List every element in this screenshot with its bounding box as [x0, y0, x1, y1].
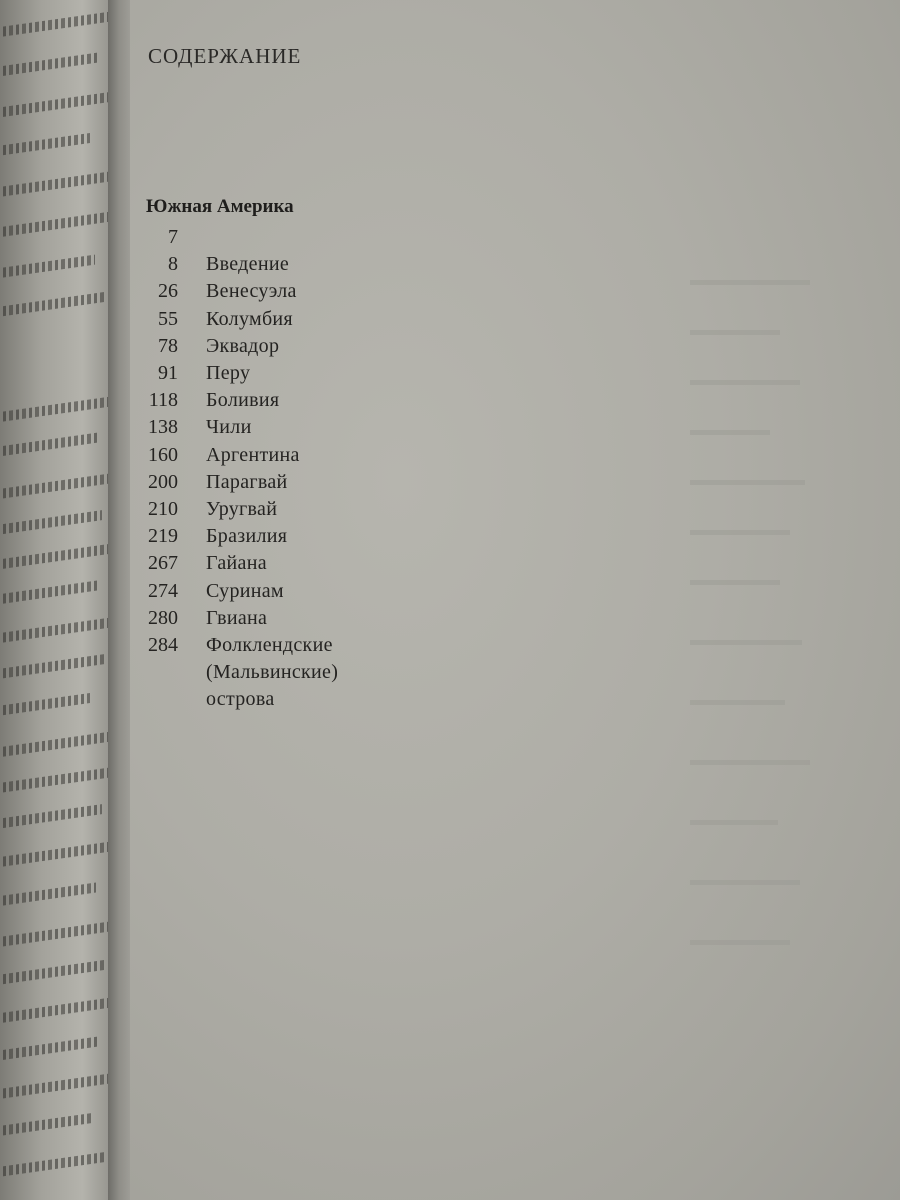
toc-entry-title: Фолклендские (Мальвинские) острова	[206, 634, 339, 711]
toc-entry	[130, 224, 406, 251]
facing-page-text-line	[0, 543, 114, 570]
facing-page-text-line	[0, 618, 110, 645]
toc-page-number: 219	[148, 525, 178, 548]
bleed-through-text	[690, 480, 805, 485]
toc-page-number: 284	[148, 634, 178, 657]
facing-page-text-line	[0, 510, 102, 536]
toc-entry-title: Парагвай	[206, 470, 288, 493]
toc-entry	[130, 278, 406, 305]
facing-page-text-line	[0, 842, 110, 869]
facing-page-text-line	[0, 768, 108, 795]
toc-page-number: 78	[158, 334, 178, 357]
facing-page-text-line	[0, 960, 104, 986]
bleed-through-text	[690, 880, 800, 885]
facing-page-text-line	[0, 255, 95, 280]
facing-page-text-line	[0, 997, 112, 1024]
toc-entry-title: Введение	[206, 253, 290, 276]
facing-page-text-line	[0, 580, 98, 605]
toc-entry-title: Перу	[206, 362, 251, 385]
toc-entry-title: Чили	[206, 416, 252, 439]
toc-entry-title: Уругвай	[206, 498, 278, 521]
facing-page-text-line	[0, 52, 100, 77]
toc-page-number: 7	[168, 226, 178, 248]
toc-page-number: 210	[148, 498, 178, 521]
facing-page-text-line	[0, 474, 108, 501]
toc-page-number: 267	[148, 552, 178, 575]
facing-page-text-line	[0, 1074, 108, 1101]
facing-page-text-line	[0, 397, 110, 424]
facing-page-text-line	[0, 292, 105, 318]
toc-page-number: 274	[148, 579, 178, 602]
toc-entry	[130, 632, 406, 714]
facing-page-text-line	[0, 12, 110, 39]
toc-entry-title: Гвиана	[206, 606, 268, 629]
facing-page-text-line	[0, 432, 100, 457]
page-title: СОДЕРЖАНИЕ	[148, 44, 302, 68]
toc-entry-title: Боливия	[206, 389, 280, 412]
bleed-through-text	[690, 640, 802, 645]
toc-entry	[130, 442, 406, 469]
bleed-through-text	[690, 330, 780, 335]
toc-page-number: 138	[148, 416, 178, 439]
toc-entry	[130, 387, 406, 414]
facing-page-text-line	[0, 804, 102, 830]
toc-entry-title: Аргентина	[206, 443, 300, 466]
facing-page-text-line	[0, 172, 108, 199]
toc-page-number: 280	[148, 606, 178, 629]
toc-entry	[130, 578, 406, 605]
toc-entry-title: Бразилия	[206, 525, 288, 548]
toc-entry	[130, 414, 406, 441]
toc-page-number: 118	[148, 389, 178, 412]
bleed-through-text	[690, 820, 778, 825]
facing-page-text-line	[0, 693, 90, 717]
bleed-through-text	[690, 760, 810, 765]
facing-page-text-line	[0, 883, 96, 908]
facing-page-text-line	[0, 211, 112, 238]
toc-page-number: 55	[158, 307, 178, 330]
toc-entry	[130, 550, 406, 577]
facing-page-text-line	[0, 731, 112, 758]
toc-page-number: 160	[148, 443, 178, 466]
facing-page-text-line	[0, 91, 115, 119]
toc-entry	[130, 523, 406, 550]
toc-entry	[130, 605, 406, 632]
toc-page-number: 200	[148, 470, 178, 493]
toc-entry-title: Суринам	[206, 579, 284, 602]
facing-page-text-line	[0, 654, 106, 680]
toc-entry	[130, 306, 406, 333]
facing-page	[0, 0, 118, 1200]
toc-entry	[130, 496, 406, 523]
facing-page-text-line	[0, 1113, 94, 1138]
toc-entry	[130, 251, 406, 278]
bleed-through-text	[690, 530, 790, 535]
toc-entry-title: Колумбия	[206, 307, 293, 330]
toc-entry	[130, 469, 406, 496]
toc-entry-title: Венесуэла	[206, 280, 297, 303]
bleed-through-text	[690, 940, 790, 945]
bleed-through-text	[690, 380, 800, 385]
bleed-through-text	[690, 430, 770, 435]
bleed-through-text	[690, 580, 780, 585]
facing-page-text-line	[0, 922, 108, 949]
toc-page-number: 26	[158, 280, 178, 303]
facing-page-text-line	[0, 1152, 106, 1178]
toc-entry	[130, 333, 406, 360]
table-of-contents	[130, 224, 406, 714]
toc-page-number: 91	[158, 362, 178, 385]
bleed-through-text	[690, 700, 785, 705]
section-title: Южная Америка	[146, 196, 294, 217]
facing-page-text-line	[0, 133, 90, 157]
toc-entry	[130, 360, 406, 387]
toc-page-number: 8	[168, 253, 178, 276]
facing-page-text-line	[0, 1036, 100, 1061]
toc-entry-title: Эквадор	[206, 334, 280, 357]
contents-page	[130, 0, 900, 1200]
bleed-through-text	[690, 280, 810, 285]
toc-entry-title: Гайана	[206, 552, 267, 575]
